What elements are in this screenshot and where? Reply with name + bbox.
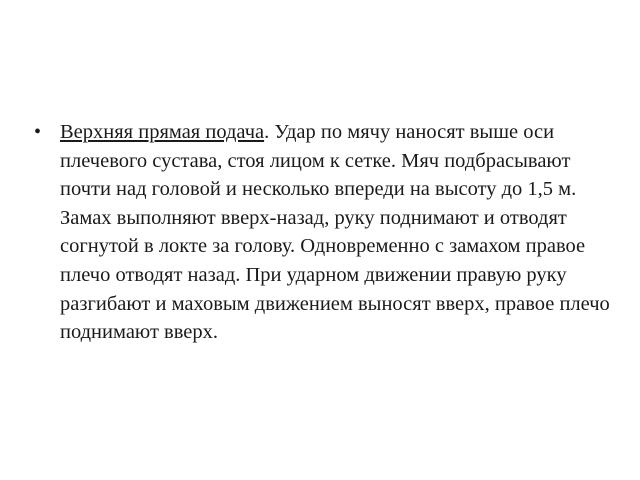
- term-underlined: Верхняя прямая подача: [60, 121, 265, 143]
- bullet-list: [32, 118, 612, 347]
- bullet-icon: •: [34, 121, 42, 143]
- paragraph-text: . Удар по мячу наносят выше оси плечевого сустава, стоя лицом к сетке. Мяч подбрасывают почти над головой и несколько впереди на высоту до 1,5 м. Замах выполняют вверх-назад, руку поднимают и отводят согнутой в локте за голову. Одновременно с замахом правое плечо отводят назад. При ударном движении правую руку разгибают и маховым движением выносят вверх, правое плечо поднимают вверх.: [60, 121, 610, 344]
- bullet-item: [32, 118, 612, 347]
